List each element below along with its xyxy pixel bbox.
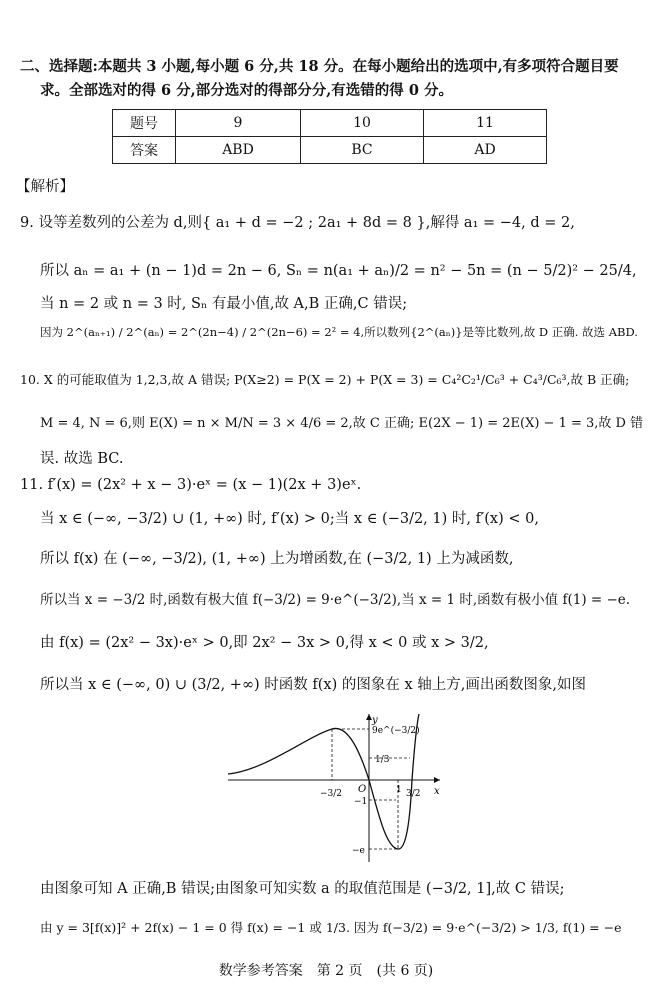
x-axis-arrow-icon — [434, 777, 440, 783]
x-one-label: 1 — [396, 785, 402, 795]
table-cell: 9 — [176, 110, 301, 137]
third-label: 1/3 — [375, 755, 390, 765]
table-cell: AD — [424, 137, 547, 164]
x-axis-label: x — [434, 786, 440, 797]
neg-e-label: −e — [352, 846, 365, 856]
q11-line6: 所以当 x ∈ (−∞, 0) ∪ (3/2, +∞) 时函数 f(x) 的图象在 x 轴上方,画出函数图象,如图 — [40, 677, 586, 693]
table-header-cell: 题号 — [113, 110, 176, 137]
q11-line3: 所以 f(x) 在 (−∞, −3/2), (1, +∞) 上为增函数,在 (−3/2, 1) 上为减函数, — [40, 551, 514, 567]
max-value-label: 9e^(−3/2) — [372, 726, 420, 736]
table-row — [113, 110, 547, 137]
page-footer: 数学参考答案 第 2 页 (共 6 页) — [218, 963, 434, 979]
analysis-label: 【解析】 — [16, 179, 74, 195]
q11-line4: 所以当 x = −3/2 时,函数有极大值 f(−3/2) = 9·e^(−3/2),当 x = 1 时,函数有极小值 f(1) = −e. — [40, 592, 631, 608]
q11-line8: 由 y = 3[f(x)]² + 2f(x) − 1 = 0 得 f(x) = −1 或 1/3. 因为 f(−3/2) = 9·e^(−3/2) > 1/3, f(1) = −e — [40, 920, 622, 935]
q10-line3: 误. 故选 BC. — [40, 451, 124, 467]
q11-line7: 由图象可知 A 正确,B 错误;由图象可知实数 a 的取值范围是 (−3/2, 1],故 C 错误; — [40, 881, 565, 897]
origin-label: O — [358, 784, 367, 795]
x-pos-label: 3/2 — [406, 789, 421, 799]
q9-line4: 因为 2^(aₙ₊₁) / 2^(aₙ) = 2^(2n−4) / 2^(2n−6) = 2² = 4,所以数列{2^(aₙ)}是等比数列,故 D 正确. 故选 ABD. — [40, 325, 638, 339]
table-cell: 10 — [301, 110, 424, 137]
section-heading-line2: 求。全部选对的得 6 分,部分选对的得部分分,有选错的得 0 分。 — [40, 82, 453, 99]
q11-line2: 当 x ∈ (−∞, −3/2) ∪ (1, +∞) 时, f′(x) > 0;当 x ∈ (−3/2, 1) 时, f′(x) < 0, — [40, 511, 539, 527]
table-cell: 11 — [424, 110, 547, 137]
q11-line5: 由 f(x) = (2x² − 3x)·eˣ > 0,即 2x² − 3x > 0,得 x < 0 或 x > 3/2, — [40, 635, 489, 651]
q9-line3: 当 n = 2 或 n = 3 时, Sₙ 有最小值,故 A,B 正确,C 错误; — [40, 296, 408, 312]
q10-line2: M = 4, N = 6,则 E(X) = n × M/N = 3 × 4/6 = 2,故 C 正确; E(2X − 1) = 2E(X) − 1 = 3,故 D 错 — [40, 416, 644, 431]
q9-line1: 9. 设等差数列的公差为 d,则{ a₁ + d = −2 ; 2a₁ + 8d = 8 },解得 a₁ = −4, d = 2, — [20, 215, 575, 231]
q10-line1: 10. X 的可能取值为 1,2,3,故 A 错误; P(X≥2) = P(X = 2) + P(X = 3) = C₄²C₂¹/C₆³ + C₄³/C₆³,故 B 正确; — [20, 372, 630, 387]
table-cell: BC — [301, 137, 424, 164]
function-graph — [226, 712, 446, 864]
table-row — [113, 137, 547, 164]
neg-one-label: −1 — [354, 797, 368, 807]
y-axis-label: y — [372, 715, 378, 726]
table-header-cell: 答案 — [113, 137, 176, 164]
q9-line2: 所以 aₙ = a₁ + (n − 1)d = 2n − 6, Sₙ = n(a₁ + aₙ)/2 = n² − 5n = (n − 5/2)² − 25/4, — [40, 263, 637, 279]
answer-table — [112, 109, 547, 164]
section-heading-line1: 二、选择题:本题共 3 小题,每小题 6 分,共 18 分。在每小题给出的选项中,有多项符合题目要 — [20, 58, 619, 75]
q11-line1: 11. f′(x) = (2x² + x − 3)·eˣ = (x − 1)(2x + 3)eˣ. — [20, 477, 362, 493]
x-neg-label: −3/2 — [320, 789, 343, 799]
table-cell: ABD — [176, 137, 301, 164]
